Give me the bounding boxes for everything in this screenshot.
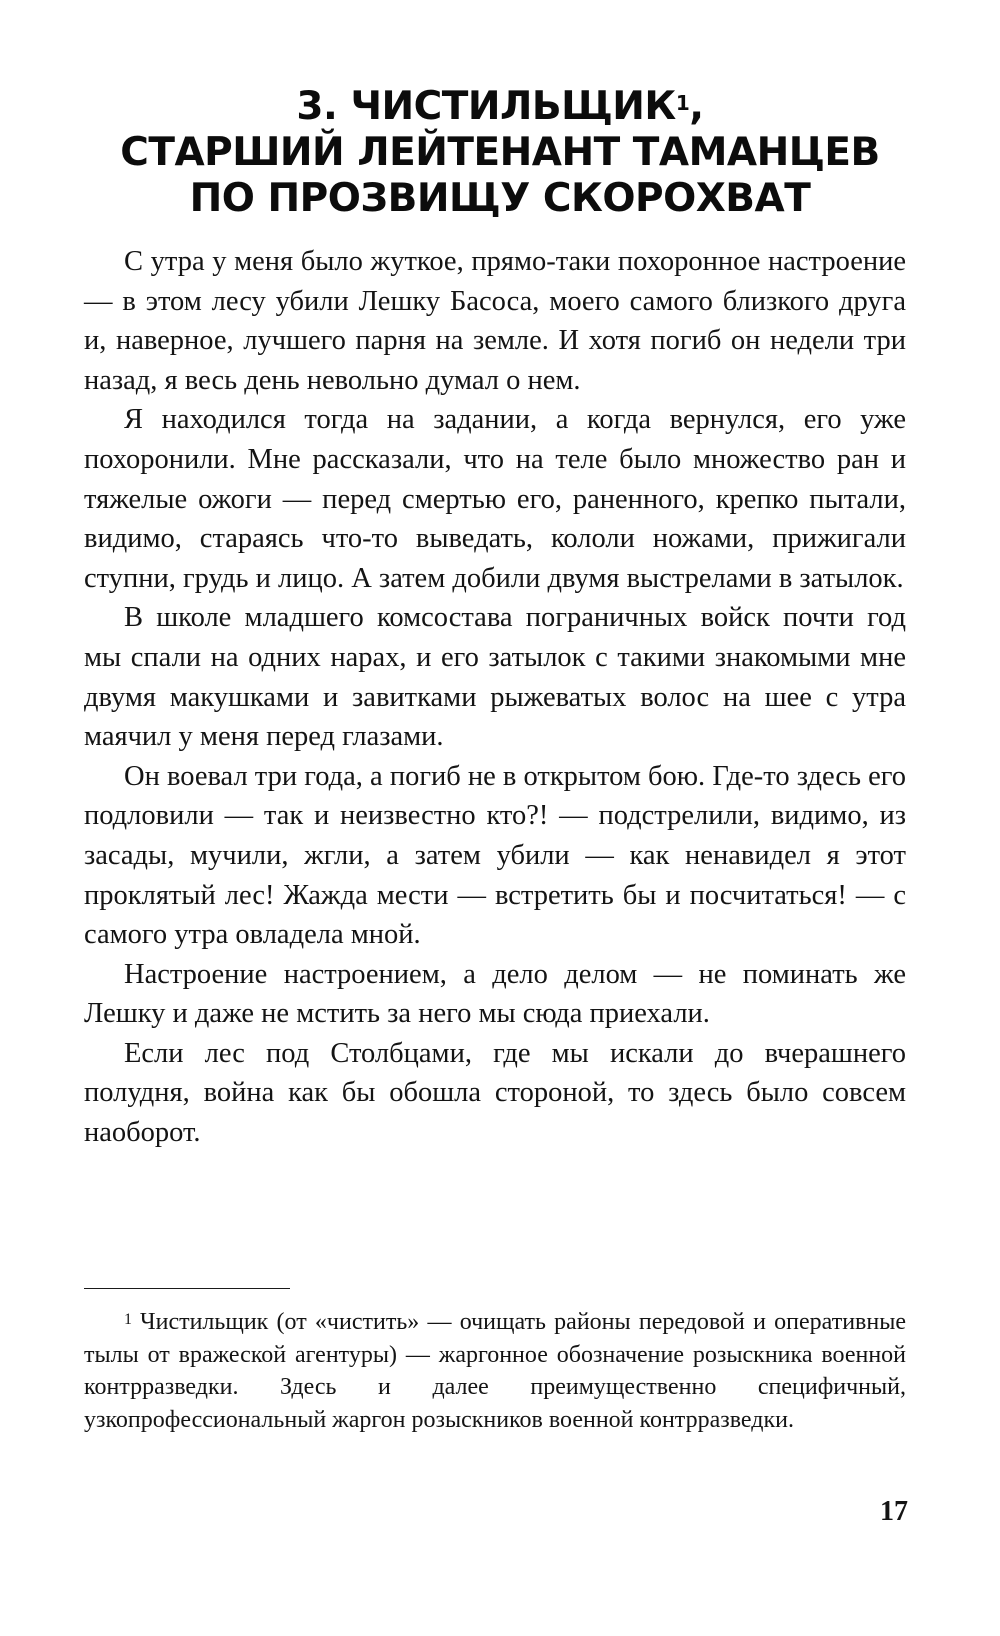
chapter-title — [80, 84, 920, 222]
footnote-marker: 1 — [124, 1311, 132, 1328]
chapter-title-line-3: ПО ПРОЗВИЩУ СКОРОХВАТ — [189, 176, 811, 221]
paragraph-2: Я находился тогда на задании, а когда вернулся, его уже похоронили. Мне рассказали, что на теле было множество ран и тяжелые ожоги — перед смертью его, раненного, крепко пытали, видимо, стараясь что-то выведать, кололи ножами, прижигали ступни, грудь и лицо. А затем добили двумя выстрелами в затылок. — [84, 404, 906, 594]
paragraph-5: Настроение настроением, а дело делом — не поминать же Лешку и даже не мстить за него мы сюда приехали. — [84, 958, 906, 1030]
page-number: 17 — [880, 1496, 908, 1527]
body-text — [84, 242, 906, 1153]
paragraph-6: Если лес под Столбцами, где мы искали до вчерашнего полудня, война как бы обошла стороной, то здесь было совсем наоборот. — [84, 1037, 906, 1149]
footnote — [84, 1306, 906, 1436]
paragraph-4: Он воевал три года, а погиб не в открытом бою. Где-то здесь его подловили — так и неизвестно кто?! — подстрелили, видимо, из засады, мучили, жгли, а затем убили — как ненавидел я этот проклятый лес! Жажда мести — встретить бы и посчитаться! — с самого утра овладела мной. — [84, 760, 906, 951]
chapter-title-line-1 — [80, 84, 920, 130]
chapter-title-text-1: 3. ЧИСТИЛЬЩИК — [296, 84, 676, 129]
paragraph-3: В школе младшего комсостава пограничных войск почти год мы спали на одних нарах, и его затылок с такими знакомыми мне двумя макушками и завитками рыжеватых волос на шее с утра маячил у меня перед глазами. — [84, 602, 906, 753]
chapter-title-line-2: СТАРШИЙ ЛЕЙТЕНАНТ ТАМАНЦЕВ — [120, 130, 880, 175]
chapter-title-comma: , — [689, 84, 704, 129]
paragraph-1: С утра у меня было жуткое, прямо-таки похоронное настроение — в этом лесу убили Лешку Басоса, моего самого близкого друга и, наверное, лучшего парня на земле. И хотя погиб он недели три назад, я весь день невольно думал о нем. — [84, 246, 906, 396]
footnote-reference: 1 — [675, 91, 690, 115]
footnote-text: Чистильщик (от «чистить» — очищать районы передовой и оперативные тылы от вражеской агентуры) — жаргонное обозначение розыскника военной контрразведки. Здесь и далее преимущественно специфичный, узкопрофессиональный жаргон розыскников военной контрразведки. — [84, 1309, 906, 1433]
footnote-separator — [84, 1288, 290, 1289]
